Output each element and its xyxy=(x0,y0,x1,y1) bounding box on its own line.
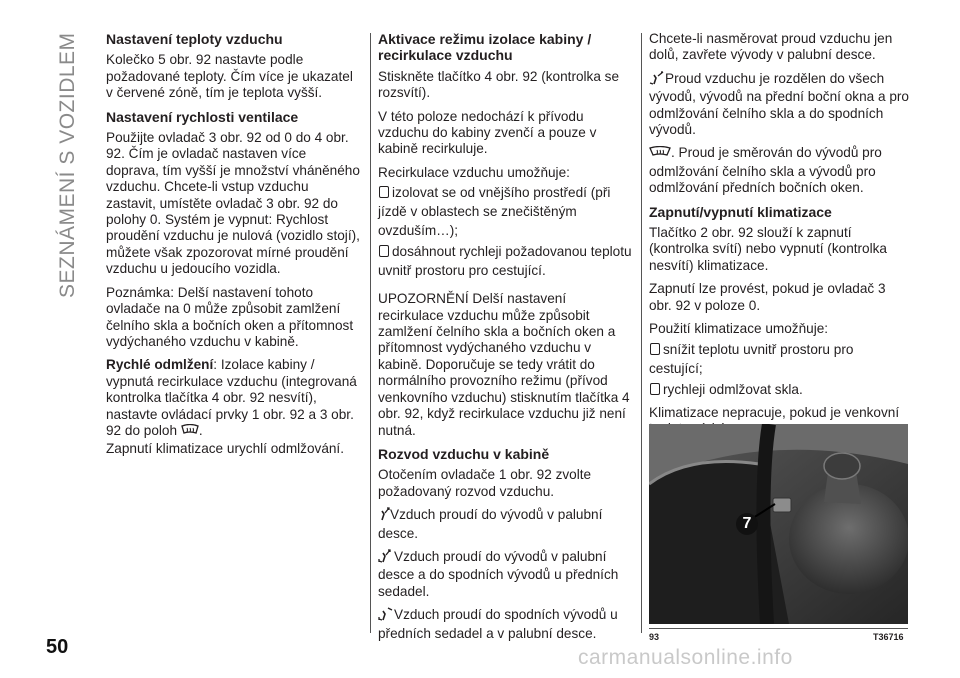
paragraph-recirc-2: V této poloze nedochází k přívodu vzduchu do kabiny zvenčí a pouze v kabině recirkuluje. xyxy=(378,108,597,157)
quick-defrost-end: . xyxy=(198,422,203,438)
paragraph-ac-4: Klimatizace nepracuje, pokud je venkovní xyxy=(649,404,900,420)
column-3 xyxy=(649,31,909,444)
distribution-item-3: Vzduch proudí do spodních vývodů u předních sedadel a v palubní desce. xyxy=(378,607,618,641)
page-number: 50 xyxy=(46,636,69,658)
paragraph-fan-speed: Použijte ovladač 3 obr. 92 od 0 do 4 obr. 92. Čím je ovladač nastaven více doprava, tím vyšší je množství vháněného vzduchu. Chcete-li vstup vzduchu zastavit, umístěte ovladač 3 obr. 92 do polohy 0. Systém je vypnut: Rychlost proudění vzduchu je nulová (vozidlo stojí), můžete však zpozorovat mírné proudění vzduchu u jedoucího vozidla. xyxy=(106,130,360,277)
watermark: carmanualsonline.info xyxy=(578,646,793,669)
quick-defrost-label: Rychlé odmlžení xyxy=(106,357,214,373)
paragraph-all-vents: Proud vzduchu je rozdělen do všech vývodů, vývodů na přední boční okna a pro odmlžování čelního skla a do spodních vývodů. xyxy=(649,70,909,138)
airflow-face-icon xyxy=(378,507,390,525)
column-2 xyxy=(378,31,634,649)
dashboard-photo xyxy=(649,424,908,624)
paragraph-quick-defrost xyxy=(106,357,362,457)
column-divider xyxy=(641,33,642,633)
windshield-defrost-icon xyxy=(649,146,671,163)
figure-code: T36716 xyxy=(873,632,904,642)
paragraph-recirc-1: Stiskněte tlačítko 4 obr. 92 (kontrolka se rozsvítí). xyxy=(378,68,620,101)
airflow-all-icon xyxy=(649,71,665,89)
figure-number: 93 xyxy=(649,632,660,642)
column-1 xyxy=(106,31,362,458)
paragraph-temperature: Kolečko 5 obr. 92 nastavte podle požadované teploty. Čím více je ukazatel v červené zóně, tím je teplota vyšší. xyxy=(106,52,353,101)
recirc-bullet-1: izolovat se od vnějšího prostředí (při jízdě v oblastech se znečištěným ovzduším…); xyxy=(378,185,611,239)
ac-bullet-2: rychleji odmlžovat skla. xyxy=(649,380,909,399)
bullet-square-icon xyxy=(379,186,389,198)
airflow-feet-icon xyxy=(378,607,394,625)
paragraph-recirc-3: Recirkulace vzduchu umožňuje: xyxy=(378,164,570,180)
bullet-square-icon xyxy=(650,343,660,355)
distribution-item-2: Vzduch proudí do vývodů v palubní desce a do spodních vývodů u předních sedadel. xyxy=(378,548,619,599)
figure-callout: 7 xyxy=(742,515,752,532)
quick-defrost-text: : Izolace kabiny / vypnutá recirkulace vzduchu (integrovaná kontrolka tlačítka 4 obr. 92 nesvítí), nastavte ovládací prvky 1 obr. 92 a 3 obr. 92 do poloh xyxy=(106,357,357,438)
paragraph-ac-2: Zapnutí lze provést, pokud je ovladač 3 obr. 92 v poloze 0. xyxy=(649,281,886,313)
heading-air-conditioning: Zapnutí/vypnutí klimatizace xyxy=(649,203,832,220)
paragraph-ac-1: Tlačítko 2 obr. 92 slouží k zapnutí (kontrolka svítí) nebo vypnutí (kontrolka nesvítí) klimatizace. xyxy=(649,225,887,273)
paragraph-note: Poznámka: Delší nastavení tohoto ovladače na 0 může způsobit zamlžení čelního skla a bočních oken a přítomnost vydýchaného vzduchu v kabině. xyxy=(106,284,354,349)
paragraph-windshield: . Proud je směrován do vývodů pro odmlžování čelního skla a vývodů pro odmlžování předních bočních oken. xyxy=(649,145,882,196)
ac-bullet-1: snížit teplotu uvnitř prostoru pro cestující; xyxy=(649,341,854,376)
column-divider xyxy=(370,33,371,633)
windshield-defrost-icon xyxy=(181,424,199,441)
heading-air-distribution: Rozvod vzduchu v kabině xyxy=(378,445,550,462)
bullet-square-icon xyxy=(650,383,660,395)
quick-defrost-ac: Zapnutí klimatizace urychlí odmlžování. xyxy=(106,441,344,457)
distribution-item-1: Vzduch proudí do vývodů v palubní desce. xyxy=(378,507,603,541)
paragraph-direct-down: Chcete-li nasměrovat proud vzduchu jen dolů, zavřete vývody v palubní desce. xyxy=(649,31,893,63)
figure-caption-rule xyxy=(649,628,908,629)
paragraph-warning: UPOZORNĚNÍ Delší nastavení recirkulace vzduchu může způsobit zamlžení čelního skla a bočních oken a přítomnost vydýchaného vzduchu v kabině. Doporučuje se tedy vrátit do normálního provozního režimu (přívod venkovního vzduchu) stisknutím tlačítka 4 obr. 92, když recirkulace vzduchu již není nutná. xyxy=(378,291,630,438)
heading-recirculation: Aktivace režimu izolace kabiny / recirkulace vzduchu xyxy=(378,31,592,64)
paragraph-ac-3: Použití klimatizace umožňuje: xyxy=(649,321,829,337)
airflow-face-feet-icon xyxy=(378,549,394,567)
bullet-square-icon xyxy=(379,245,389,257)
recirc-bullet-2: dosáhnout rychleji požadovanou teplotu uvnitř prostoru pro cestující. xyxy=(378,244,632,279)
heading-temperature: Nastavení teploty vzduchu xyxy=(106,31,283,47)
heading-fan-speed: Nastavení rychlosti ventilace xyxy=(106,108,299,125)
paragraph-distribution: Otočením ovladače 1 obr. 92 zvolte požadovaný rozvod vzduchu. xyxy=(378,467,592,499)
